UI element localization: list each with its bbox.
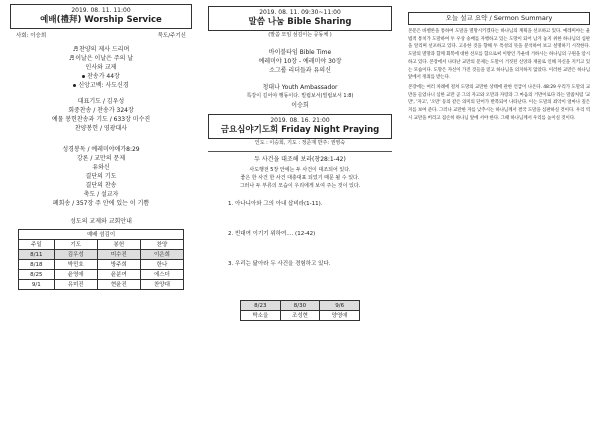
bullet-icon	[82, 75, 85, 78]
prayer-body-line: 좋은 한 사건 한 사건 대충대표 되었기 때문 될 수 있다.	[240, 175, 360, 181]
order-item: 폐회송 / 357장 주 안에 있는 이 기쁨	[52, 200, 150, 207]
bible-time-line: 소그룹 리더들과 유의신	[269, 67, 331, 74]
worship-column	[0, 0, 200, 424]
sermon-column	[400, 0, 600, 424]
prayer-date: 2019. 08. 16. 21:00	[270, 117, 330, 124]
order-item: 예물 봉헌찬송과 기도 / 633장 미수진	[51, 116, 151, 123]
schedule-name: 박소을	[241, 311, 281, 321]
bible-title: 말씀 나눔 Bible Sharing	[248, 17, 352, 27]
youth-title: 청대나 Youth Ambassador	[262, 84, 338, 91]
table-row: 9/1 유미진 현윤진 찬양대	[19, 280, 184, 290]
bible-time-title: 바이블타임 Bible Time	[268, 49, 332, 56]
order-item: 강론 / 교만의 문제	[76, 155, 126, 162]
music-note-icon: ♬	[68, 55, 75, 62]
youth-name: 이승희	[291, 102, 309, 109]
duty-header: 기도	[54, 240, 97, 250]
order-item: 결단의 기도	[85, 173, 117, 180]
schedule-date: 9/6	[320, 301, 360, 311]
sermon-paragraph: 본문은 바벨론을 통하여 도말을 멸망시키겠다는 하나님의 계획을 선포하고 있다. 예레미야는 율법적 통치가 도말하여 두 우상 숭배를 자행하고 있는 도망이 되어 남겨 놓지 위한 하나님의 심판을 알리며 선포하고 있다. 고유한 것을 향해 두 특성의 뜻을 분석하여 보고 설명하기 시작한다. 도말의 멸망과 함께 회복에 대한 선포를 함으로써 이방인 가운데 거하시는 하나님의 구원을 암시하고 있다. 본장에서 나타난 교만의 문제는 도말이 거짓된 신앙과 재물로 인해 자신을 지키고 있는 모습이다. 도망은 자신이 가진 것들을 믿고 하나님을 의지하지 않았다. 이러한 교만은 하나님 앞에서 정죄를 받는다.	[408, 29, 590, 81]
order-item: 결단의 찬송	[85, 182, 117, 189]
duty-title: 예배 섬김이	[19, 230, 184, 240]
order-item: 회중찬송 / 찬송가 324장	[68, 107, 134, 114]
order-item: ♬찬양의 제사 드리며	[72, 46, 130, 53]
music-note-icon: ♬	[72, 46, 79, 53]
bible-date: 2019. 08. 11. 09:30~11:00	[259, 9, 341, 16]
leader-label: 사회: 이승희	[16, 33, 47, 39]
numbered-point: 2. 빈대여 이기기 위하여.... (12-42)	[228, 231, 316, 237]
schedule-date: 8/30	[280, 301, 320, 311]
order-item: 축도 / 설교자	[83, 191, 119, 198]
prayer-title: 금요심야기도회 Friday Night Praying	[220, 125, 380, 135]
bullet-icon	[73, 84, 76, 87]
numbered-point: 1. 아나니아와 그의 아내 삽비라(1-11).	[228, 201, 323, 207]
schedule-name: 양영애	[320, 311, 360, 321]
order-item: 인사와 교제	[85, 64, 117, 71]
prayer-header	[208, 114, 392, 139]
worship-title: 예배(禮拜) Worship Service	[40, 15, 162, 25]
sharing-column	[200, 0, 400, 424]
order-item: 성경봉독 / 예레미야애가8:29	[62, 146, 140, 153]
duty-header: 봉헌	[97, 240, 140, 250]
order-item: 찬양봉헌 / 영광대사	[74, 125, 128, 132]
bible-sharing-header	[208, 6, 392, 31]
duty-header: 찬양	[140, 240, 183, 250]
bible-sub: (말씀 모임 섬김이는 공동체 )	[268, 32, 332, 38]
duty-header: 주일	[19, 240, 55, 250]
order-item: ♬이날은 이날은 주의 날	[68, 55, 134, 62]
order-item: 찬송가 44장	[10, 72, 192, 81]
order-item: 신앙고백: 사도신경	[10, 81, 192, 90]
duty-table	[18, 229, 184, 290]
meditation-label: 묵도/주기신	[157, 33, 186, 39]
prayer-topic: 두 사건을 대조해 보라(창28:1-42)	[254, 156, 346, 163]
fellowship-caption: 성도의 교제와 교회안내	[70, 218, 132, 225]
prayer-sub: 인도 : 이승희, 기도 : 정준재 반주: 권영숙	[254, 140, 346, 146]
youth-line: 특강이 길어야 행동이다. 빌립보서(빌립보서 1:8)	[246, 93, 354, 99]
order-item: 유와신	[92, 164, 110, 171]
prayer-schedule-table	[240, 300, 360, 321]
worship-date: 2019. 08. 11. 11:00	[71, 7, 131, 14]
table-row: 8/18 박민호 방주희 한나	[19, 260, 184, 270]
table-row: 8/25 윤영애 윤분여 에스더	[19, 270, 184, 280]
numbered-point: 3. 우리는 닮아라 두 사건을 경험하고 있다.	[228, 261, 331, 267]
schedule-name: 조성현	[280, 311, 320, 321]
schedule-date: 8/23	[241, 301, 281, 311]
bible-time-line: 예레미야 10장 - 예레미야 30장	[258, 58, 342, 65]
worship-header	[10, 4, 192, 29]
table-row: 8/11 김우성 미수진 이은희	[19, 250, 184, 260]
order-item: 대표기도 / 김우성	[77, 98, 125, 105]
prayer-body-line: 사도행전 5장 안에는 두 사건이 대조되어 있다.	[249, 167, 351, 173]
sermon-paragraph: 본장에는 여러 차례에 걸쳐 도망의 교만한 상태에 관한 언급이 나온다. 48:29 우리가 도말의 교만을 들었나니 심한 교만 곧 그의 자고와 오만과 자랑과 그 마음의 거만이로다 라는 말씀처럼 '교만', '자고', '오만' 등의 같은 의미의 단어가 반복되어 나타난다. 이는 도말의 죄악이 얼마나 깊은지를 보여 준다. 그러나 교만한 자를 낮추시는 하나님께서 결국 도말을 심판하실 것이다. 우리 역시 교만을 버리고 겸손히 하나님 앞에 서야 한다. 그때 하나님께서 우리를 높이실 것이다.	[408, 84, 590, 121]
prayer-body-line: 그러나 두 부류의 모습이 우리에게 보여 주는 것이 있다.	[239, 183, 361, 189]
sermon-summary-title: 오늘 설교 요약 / Sermon Summary	[408, 12, 590, 25]
